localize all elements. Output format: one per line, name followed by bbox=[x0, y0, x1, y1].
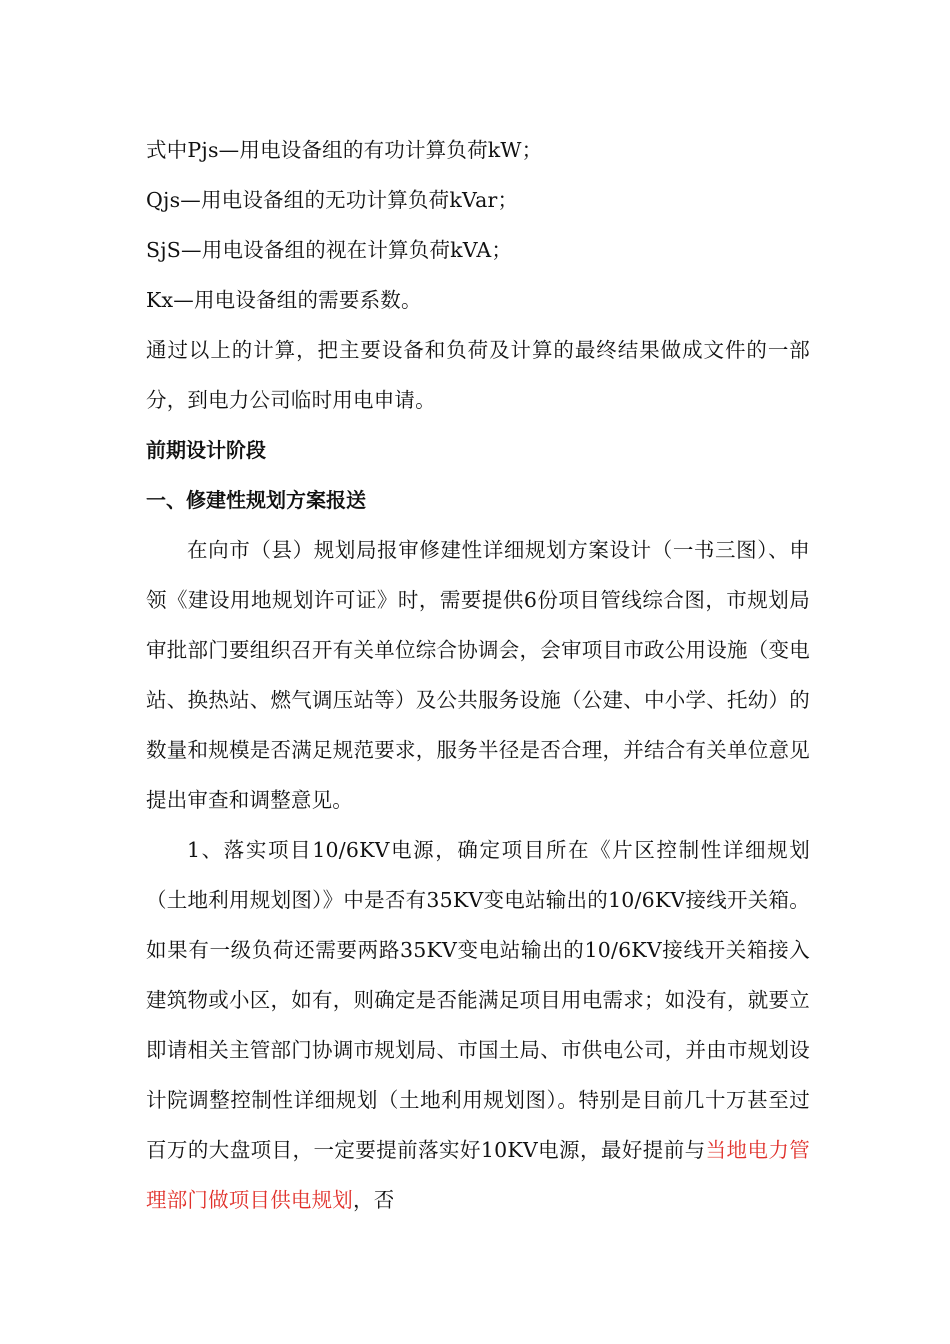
definition-kx: Kx—用电设备组的需要系数。 bbox=[146, 288, 422, 312]
formula-definitions bbox=[146, 125, 810, 325]
body-block-2 bbox=[146, 825, 810, 1225]
body-block-1 bbox=[146, 525, 810, 825]
highlighted-text: 当地电力管理部门做项目供电规划 bbox=[146, 1138, 811, 1212]
summary-paragraph: 通过以上的计算，把主要设备和负荷及计算的最终结果做成文件的一部分，到电力公司临时用电申请。 bbox=[146, 338, 810, 412]
power-source-tail: ，否 bbox=[353, 1188, 395, 1212]
summary-block bbox=[146, 325, 810, 425]
planning-paragraph: 在向市（县）规划局报审修建性详细规划方案设计（一书三图）、申领《建设用地规划许可证》时，需要提供6份项目管线综合图，市规划局审批部门要组织召开有关单位综合协调会，会审项目市政公用设施（变电站、换热站、燃气调压站等）及公共服务设施（公建、中小学、托幼）的数量和规模是否满足规范要求，服务半径是否合理，并结合有关单位意见提出审查和调整意见。 bbox=[146, 538, 810, 812]
stage-heading: 前期设计阶段 bbox=[146, 438, 266, 462]
power-source-text: 1、落实项目10/6KV电源，确定项目所在《片区控制性详细规划（土地利用规划图）》中是否有35KV变电站输出的10/6KV接线开关箱。如果有一级负荷还需要两路35KV变电站输出的10/6KV接线开关箱接入建筑物或小区，如有，则确定是否能满足项目用电需求；如没有，就要立即请相关主管部门协调市规划局、市国土局、市供电公司，并由市规划设计院调整控制性详细规划（土地利用规划图）。特别是目前几十万甚至过百万的大盘项目，一定要提前落实好10KV电源，最好提前与 bbox=[146, 838, 810, 1162]
definition-qjs: Qjs—用电设备组的无功计算负荷kVar； bbox=[146, 188, 519, 212]
section-heading: 一、修建性规划方案报送 bbox=[146, 488, 366, 512]
definition-sjs: SjS—用电设备组的视在计算负荷kVA； bbox=[146, 238, 513, 262]
definition-pjs: 式中Pjs—用电设备组的有功计算负荷kW； bbox=[146, 138, 543, 162]
power-source-paragraph bbox=[146, 825, 810, 1225]
